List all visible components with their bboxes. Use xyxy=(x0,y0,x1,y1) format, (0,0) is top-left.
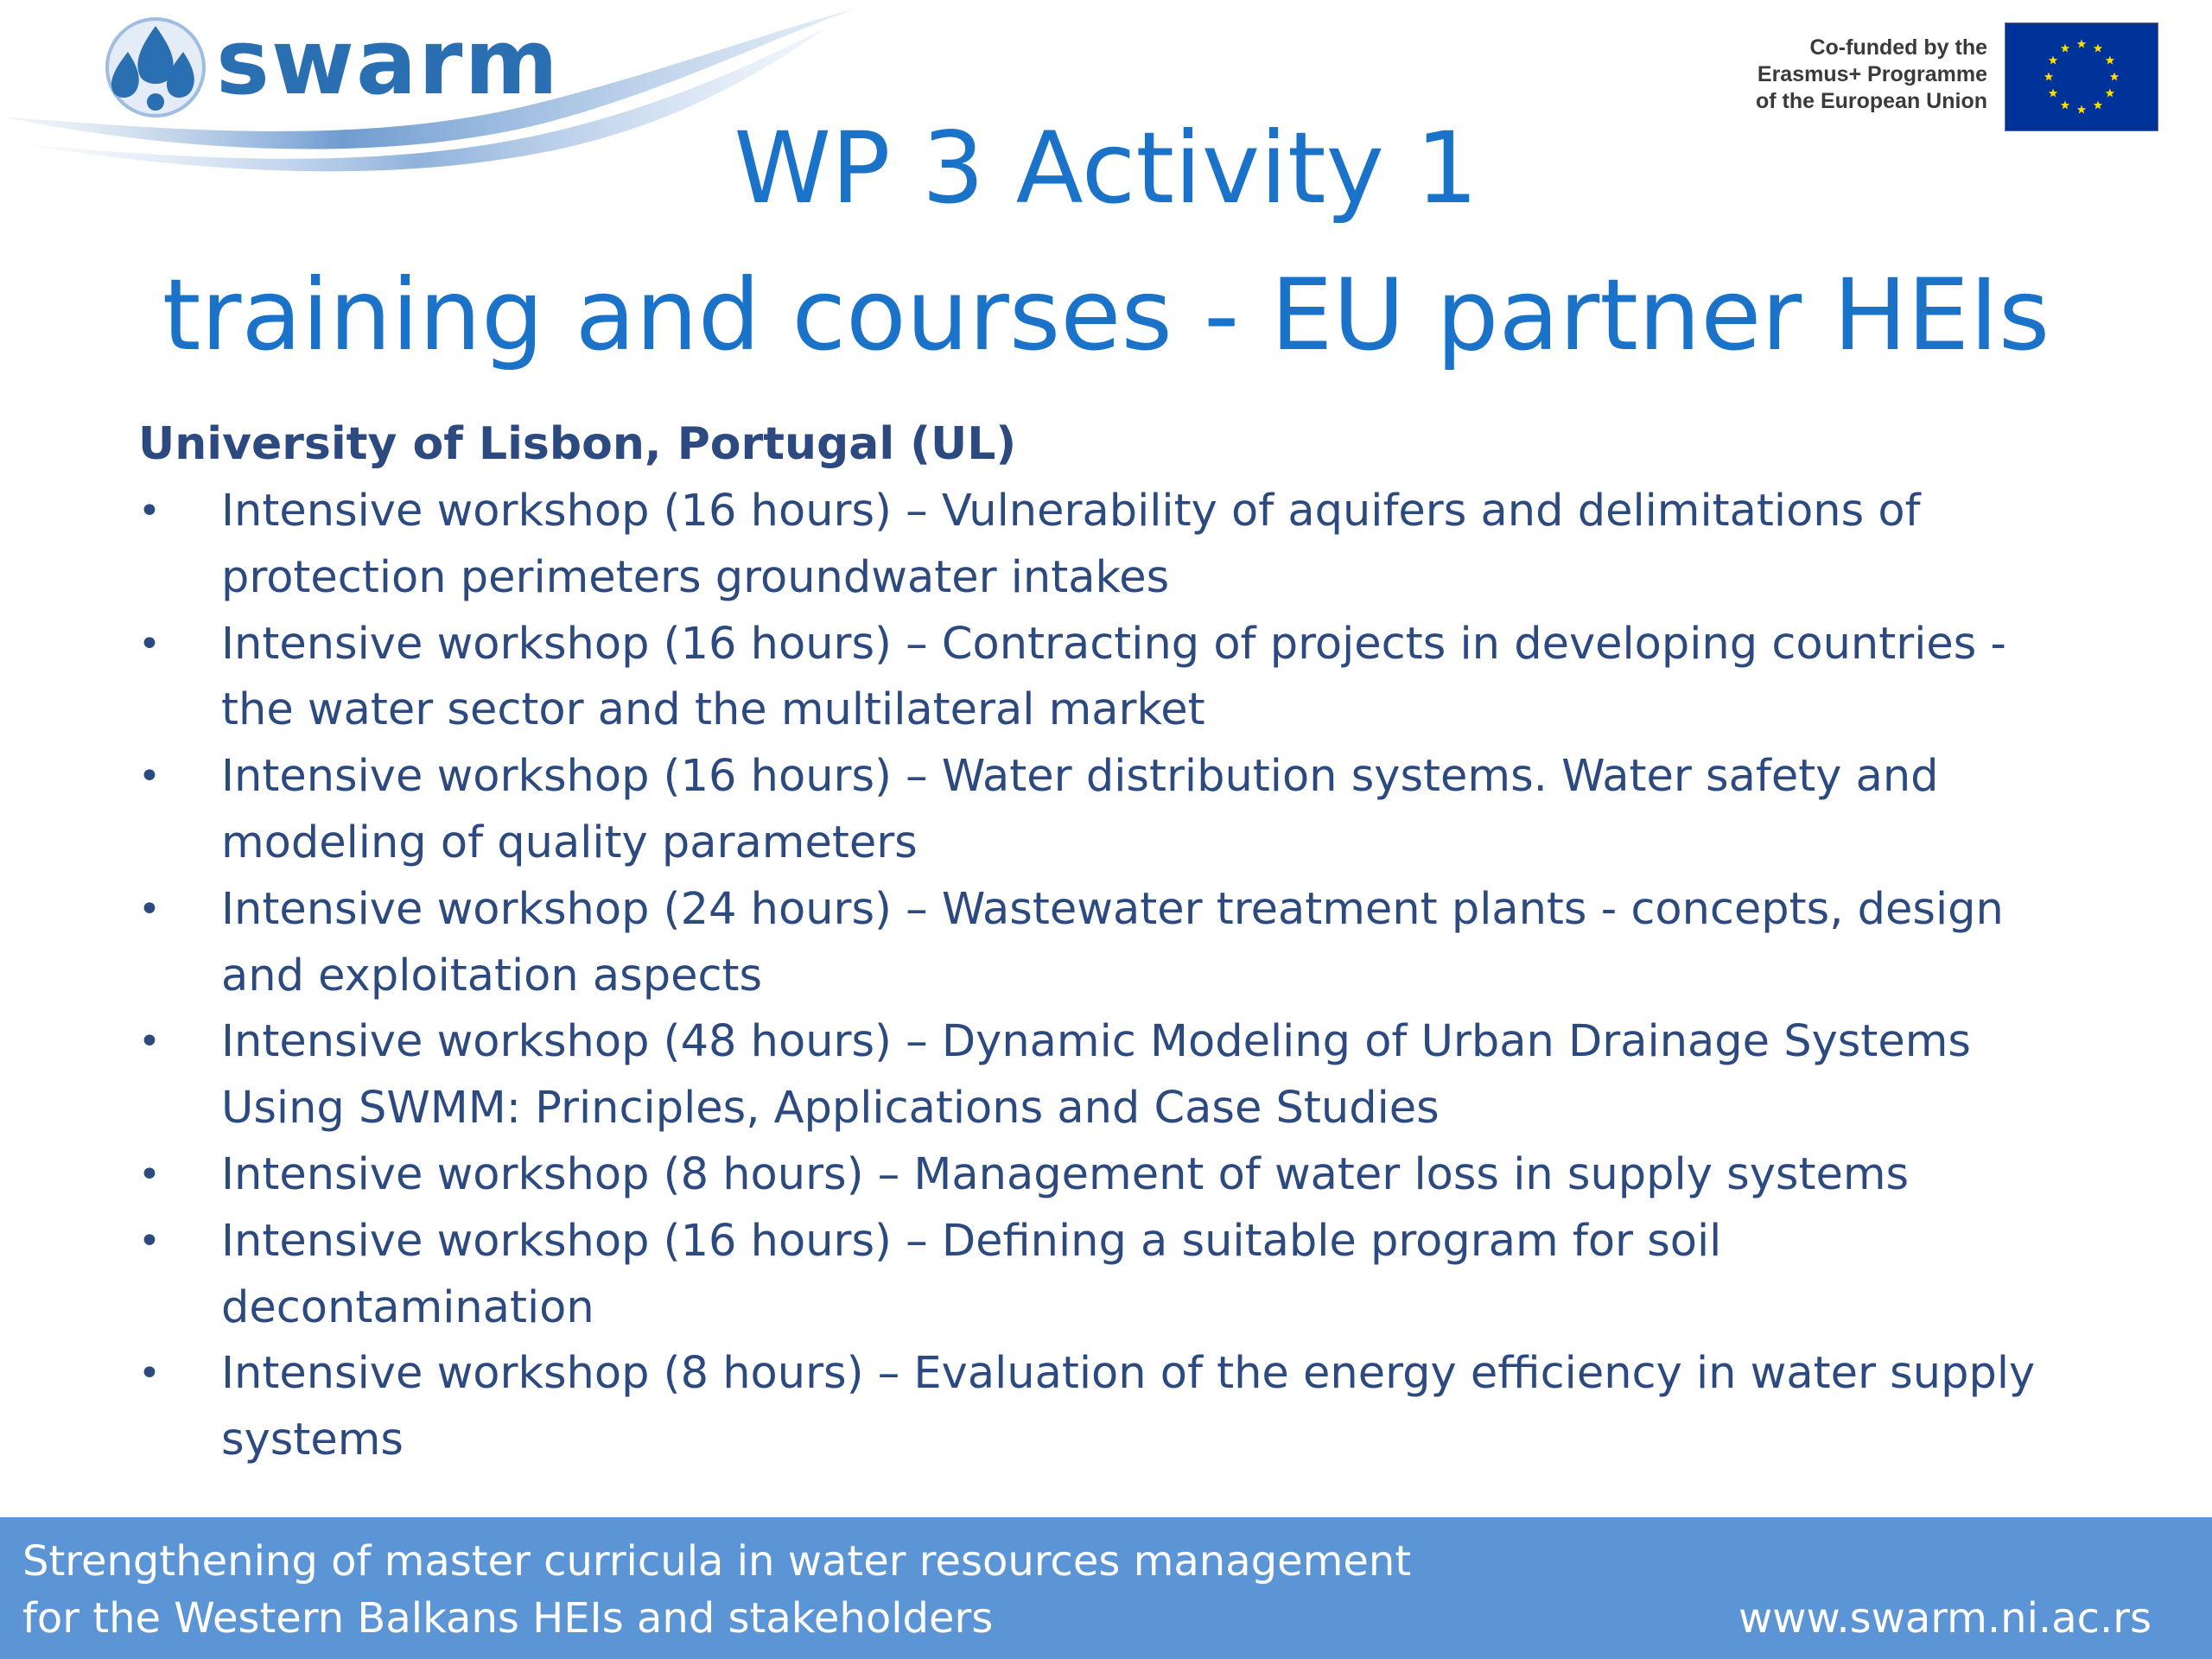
list-item xyxy=(138,1142,2091,1209)
bullet-icon: • xyxy=(138,1020,161,1065)
footer-website-link[interactable]: www.swarm.ni.ac.rs xyxy=(1738,1594,2152,1643)
list-item-text: Intensive workshop (16 hours) – Defining a suitable program for soil decontamination xyxy=(221,1215,1722,1333)
workshop-list xyxy=(138,479,2091,1474)
list-item-text: Intensive workshop (16 hours) – Vulnerability of aquifers and delimitations of protection perimeters groundwater intakes xyxy=(221,486,1921,603)
list-item-text: Intensive workshop (8 hours) – Management of water loss in supply systems xyxy=(221,1148,1910,1200)
bullet-icon: • xyxy=(138,1152,161,1197)
eu-star-icon xyxy=(2106,56,2114,65)
eu-star-icon xyxy=(2106,89,2114,98)
list-item xyxy=(138,1009,2091,1142)
list-item xyxy=(138,479,2091,612)
list-item-text: Intensive workshop (8 hours) – Evaluation of the energy efficiency in water supply systems xyxy=(221,1348,2036,1466)
bullet-icon: • xyxy=(138,1218,161,1263)
list-item-text: Intensive workshop (16 hours) – Water distribution systems. Water safety and modeling of quality parameters xyxy=(221,751,1939,868)
list-item-text: Intensive workshop (16 hours) – Contracting of projects in developing countries - the water sector and the multilateral market xyxy=(221,618,2006,736)
footer-project-description xyxy=(22,1533,1411,1647)
bullet-icon: • xyxy=(138,754,161,799)
eu-star-icon xyxy=(2077,105,2086,114)
list-item-text: Intensive workshop (48 hours) – Dynamic Modeling of Urban Drainage Systems Using SWMM: Principles, Applications and Case Studies xyxy=(221,1016,1971,1135)
eu-star-icon xyxy=(2094,100,2102,109)
list-item xyxy=(138,612,2091,745)
footer-line1: Strengthening of master curricula in water resources management xyxy=(22,1537,1412,1586)
footer-line2: for the Western Balkans HEIs and stakeholders xyxy=(22,1594,994,1643)
footer-bar xyxy=(0,1517,2212,1659)
eu-star-icon xyxy=(2094,44,2102,53)
eu-text-line3: of the European Union xyxy=(1755,89,1987,113)
list-item xyxy=(138,877,2091,1010)
eu-cofunding-badge xyxy=(1728,22,2160,130)
eu-flag-icon xyxy=(2005,22,2158,131)
eu-star-icon xyxy=(2044,73,2053,81)
bullet-icon: • xyxy=(138,489,161,533)
eu-star-icon xyxy=(2110,73,2119,81)
eu-cofunding-text xyxy=(1756,35,1987,115)
eu-text-line1: Co-funded by the xyxy=(1809,35,1987,60)
logo-wordmark: swarm xyxy=(216,10,560,115)
slide-title-line1: WP 3 Activity 1 xyxy=(734,111,1478,226)
bullet-icon: • xyxy=(138,887,161,931)
bullet-icon: • xyxy=(138,621,161,666)
slide-content xyxy=(138,413,2091,1474)
list-item xyxy=(138,1209,2091,1342)
eu-text-line2: Erasmus+ Programme xyxy=(1757,62,1987,86)
slide-title-line2: training and courses - EU partner HEIs xyxy=(162,257,2050,372)
eu-star-icon xyxy=(2049,89,2057,98)
water-drops-icon xyxy=(107,19,204,116)
list-item xyxy=(138,1341,2091,1474)
eu-star-icon xyxy=(2061,44,2069,53)
eu-star-icon xyxy=(2049,56,2057,65)
list-item xyxy=(138,744,2091,877)
list-item-text: Intensive workshop (24 hours) – Wastewater treatment plants - concepts, design and exploitation aspects xyxy=(221,883,2004,1001)
university-heading: University of Lisbon, Portugal (UL) xyxy=(138,418,1017,470)
eu-star-icon xyxy=(2061,100,2069,109)
eu-star-icon xyxy=(2077,40,2086,48)
bullet-icon: • xyxy=(138,1351,161,1396)
